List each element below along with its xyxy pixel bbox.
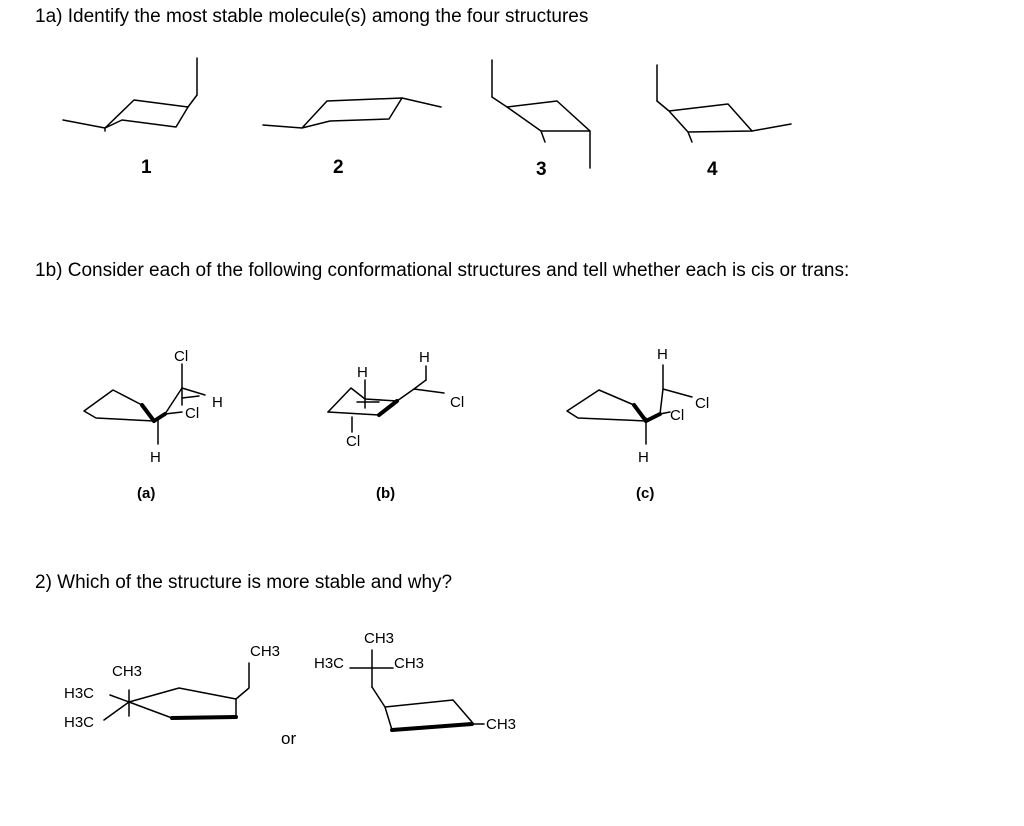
structure-label-4: 4: [707, 159, 718, 180]
substituent-cl-bottom: Cl: [346, 433, 361, 450]
question-2: 2) Which of the structure is more stable and why?: [35, 572, 453, 593]
substituent-h-right: H: [212, 394, 223, 411]
structure-label-a: (a): [137, 485, 156, 502]
substituent-cl-upper: Cl: [695, 395, 710, 412]
conformer-right: [314, 630, 516, 733]
structure-label-3: 3: [536, 159, 547, 180]
substituent-h-top: H: [419, 349, 430, 366]
structure-label-c: (c): [636, 485, 655, 502]
group-h3c-upper: H3C: [64, 685, 95, 702]
conformer-left: [64, 643, 280, 731]
connector-or: or: [281, 729, 297, 748]
group-ch3-top: CH3: [250, 643, 281, 660]
substituent-h-bottom: H: [150, 449, 161, 466]
question-1a: 1a) Identify the most stable molecule(s) among the four structures: [35, 6, 589, 27]
substituent-cl-right: Cl: [185, 405, 200, 422]
structure-label-2: 2: [333, 157, 344, 178]
substituent-h-left: H: [357, 364, 368, 381]
structure-label-1: 1: [141, 157, 152, 178]
group-h3c: H3C: [314, 655, 345, 672]
substituent-cl-lower: Cl: [670, 407, 685, 424]
question-1b: 1b) Consider each of the following conformational structures and tell whether each is cis or trans:: [35, 260, 850, 281]
substituent-cl-top: Cl: [174, 348, 189, 365]
substituent-h-top: H: [657, 346, 668, 363]
group-ch3-top: CH3: [364, 630, 395, 647]
group-ch3-side: CH3: [394, 655, 425, 672]
structure-label-b: (b): [376, 485, 396, 502]
substituent-h-bottom: H: [638, 449, 649, 466]
group-ch3-mid: CH3: [112, 663, 143, 680]
substituent-cl-right: Cl: [450, 394, 465, 411]
group-ch3-right: CH3: [486, 716, 517, 733]
group-h3c-lower: H3C: [64, 714, 95, 731]
